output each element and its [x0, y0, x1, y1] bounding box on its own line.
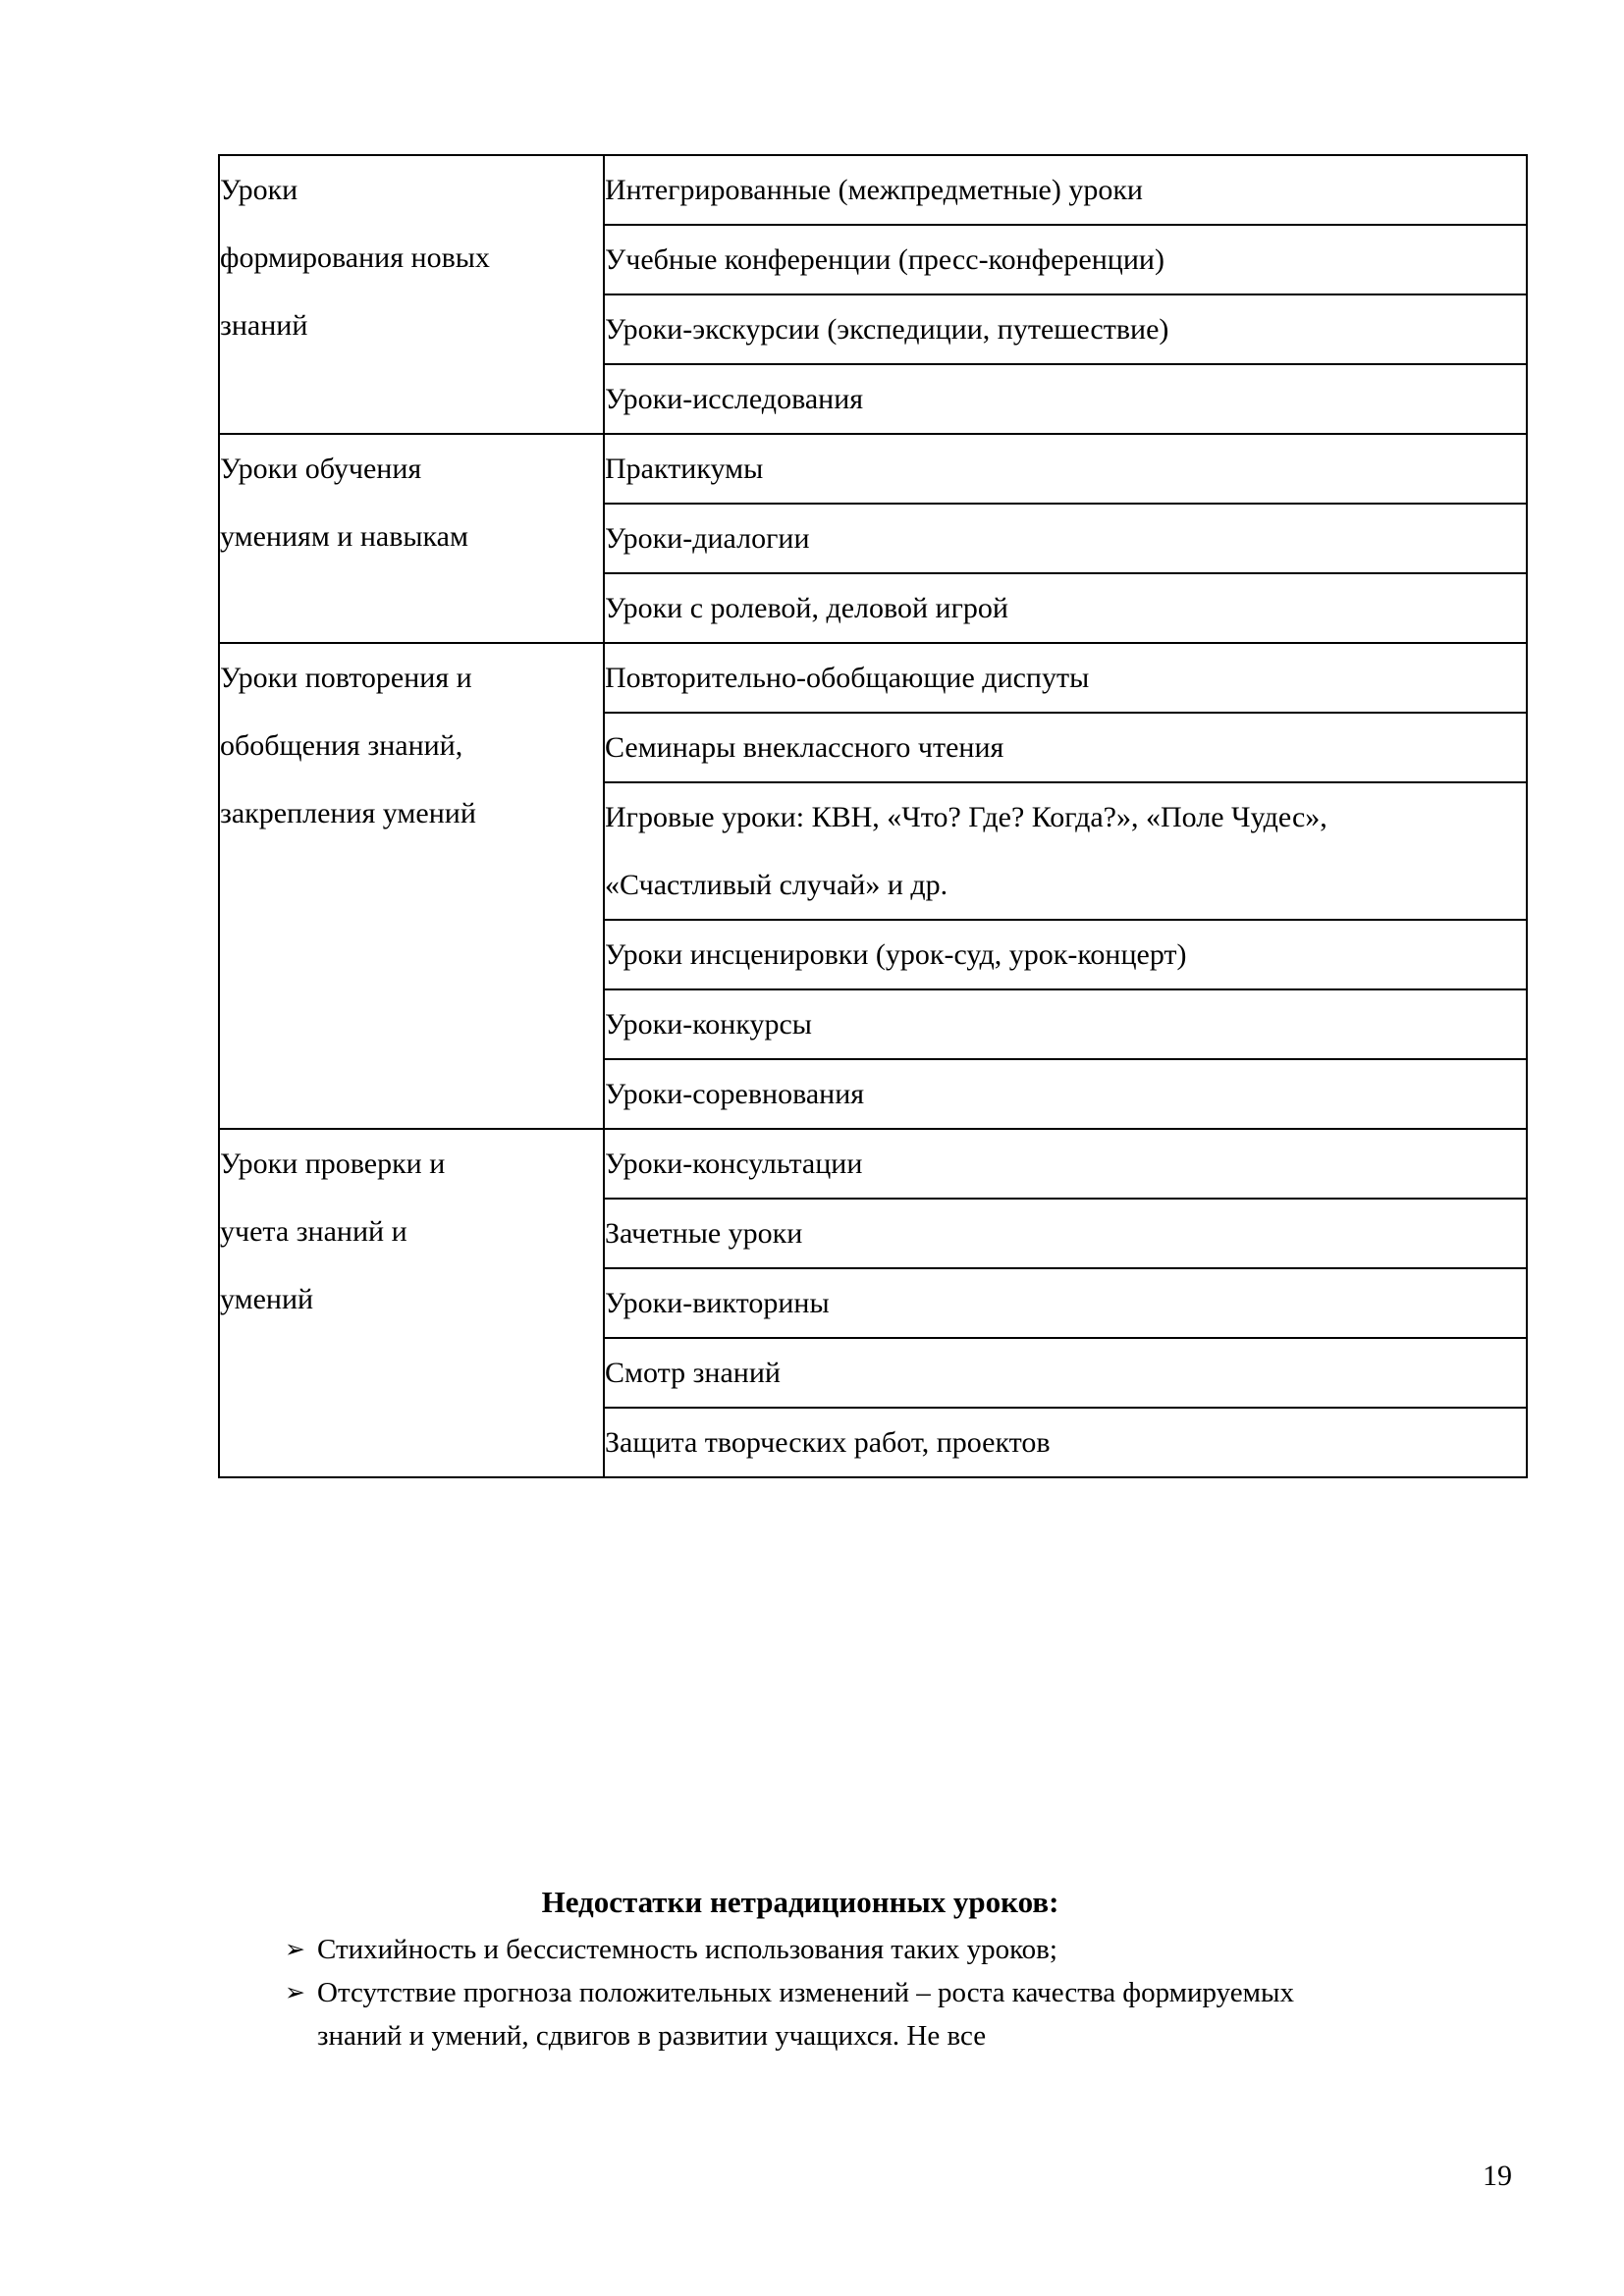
category-line: Уроки	[220, 174, 298, 206]
lesson-type-cell: Уроки-исследования	[604, 364, 1527, 434]
lesson-type-cell: Уроки-экскурсии (экспедиции, путешествие)	[604, 294, 1527, 364]
drawbacks-section	[232, 1881, 1369, 2057]
category-line: обобщения знаний,	[220, 729, 463, 762]
section-heading: Недостатки нетрадиционных уроков:	[541, 1885, 1059, 1919]
category-line: формирования новых	[220, 241, 490, 274]
lesson-type-cell: Смотр знаний	[604, 1338, 1527, 1408]
lesson-type-cell: Игровые уроки: КВН, «Что? Где? Когда?», «Поле Чудес», «Счастливый случай» и др.	[604, 782, 1527, 920]
category-line: Уроки обучения	[220, 453, 422, 485]
list-item	[285, 1971, 1369, 2057]
category-line: умениям и навыкам	[220, 520, 468, 553]
table-row	[219, 434, 1527, 504]
lesson-type-cell: Уроки-конкурсы	[604, 989, 1527, 1059]
arrow-bullet-icon: ➢	[285, 1935, 305, 1963]
table-row	[219, 1129, 1527, 1199]
lesson-type-cell: Уроки-консультации	[604, 1129, 1527, 1199]
arrow-bullet-icon: ➢	[285, 1978, 305, 2006]
page-number: 19	[1483, 2160, 1512, 2192]
lesson-type-cell: Уроки-викторины	[604, 1268, 1527, 1338]
category-cell-repetition	[219, 643, 604, 1129]
lesson-type-cell: Уроки инсценировки (урок-суд, урок-концерт)	[604, 920, 1527, 989]
lesson-type-cell: Практикумы	[604, 434, 1527, 504]
lesson-type-cell: Защита творческих работ, проектов	[604, 1408, 1527, 1477]
category-line: Уроки повторения и	[220, 662, 472, 694]
bullet-list	[285, 1928, 1369, 2057]
category-line: учета знаний и	[220, 1215, 407, 1248]
lesson-type-cell: Уроки-диалогии	[604, 504, 1527, 573]
bullet-text: Стихийность и бессистемность использования таких уроков;	[317, 1934, 1057, 1965]
lesson-types-table	[218, 154, 1528, 1478]
lesson-type-cell: Учебные конференции (пресс-конференции)	[604, 225, 1527, 294]
lesson-type-cell: Семинары внеклассного чтения	[604, 713, 1527, 782]
table-row	[219, 643, 1527, 713]
category-cell-new-knowledge	[219, 155, 604, 434]
category-line: Уроки проверки и	[220, 1148, 446, 1180]
bullet-text: Отсутствие прогноза положительных изменений – роста качества формируемых знаний и умений, сдвигов в развитии учащихся. Не все	[317, 1977, 1294, 2052]
list-item	[285, 1928, 1369, 1971]
lesson-type-cell: Уроки-соревнования	[604, 1059, 1527, 1129]
table-row	[219, 155, 1527, 225]
category-cell-assessment	[219, 1129, 604, 1477]
category-line: закрепления умений	[220, 797, 476, 829]
lesson-type-cell: Зачетные уроки	[604, 1199, 1527, 1268]
lesson-type-cell: Повторительно-обобщающие диспуты	[604, 643, 1527, 713]
category-line: умений	[220, 1283, 314, 1315]
lesson-type-cell: Уроки с ролевой, деловой игрой	[604, 573, 1527, 643]
category-cell-skills	[219, 434, 604, 643]
category-line: знаний	[220, 309, 308, 342]
lesson-type-cell: Интегрированные (межпредметные) уроки	[604, 155, 1527, 225]
